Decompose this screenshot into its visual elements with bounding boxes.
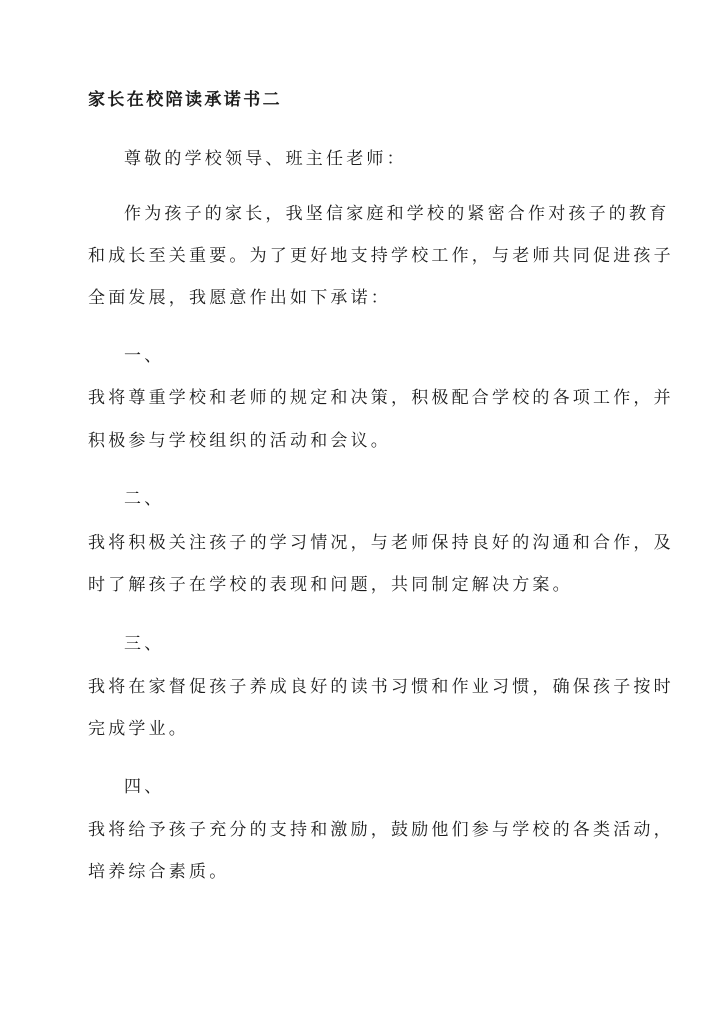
- section-3-line-2: 完成学业。: [88, 719, 189, 739]
- section-heading-2: 二、: [124, 489, 165, 509]
- section-heading-1: 一、: [124, 346, 165, 366]
- section-3-line-1: 我将在家督促孩子养成良好的读书习惯和作业习惯，确保孩子按时: [88, 677, 674, 697]
- intro-line-3: 全面发展，我愿意作出如下承诺：: [88, 288, 391, 308]
- intro-line-1: 作为孩子的家长，我坚信家庭和学校的紧密合作对孩子的教育: [124, 204, 670, 224]
- section-1-line-2: 积极参与学校组织的活动和会议。: [88, 431, 391, 451]
- intro-line-2: 和成长至关重要。为了更好地支持学校工作，与老师共同促进孩子: [88, 246, 674, 266]
- section-heading-4: 四、: [124, 777, 165, 797]
- section-2-line-1: 我将积极关注孩子的学习情况，与老师保持良好的沟通和合作，及: [88, 533, 674, 553]
- salutation: 尊敬的学校领导、班主任老师：: [124, 149, 407, 169]
- section-heading-3: 三、: [124, 634, 165, 654]
- section-2-line-2: 时了解孩子在学校的表现和问题，共同制定解决方案。: [88, 575, 573, 595]
- section-1-line-1: 我将尊重学校和老师的规定和决策，积极配合学校的各项工作，并: [88, 388, 674, 408]
- section-4-line-2: 培养综合素质。: [88, 862, 230, 882]
- section-4-line-1: 我将给予孩子充分的支持和激励，鼓励他们参与学校的各类活动，: [88, 820, 674, 840]
- document-title: 家长在校陪读承诺书二: [88, 90, 282, 110]
